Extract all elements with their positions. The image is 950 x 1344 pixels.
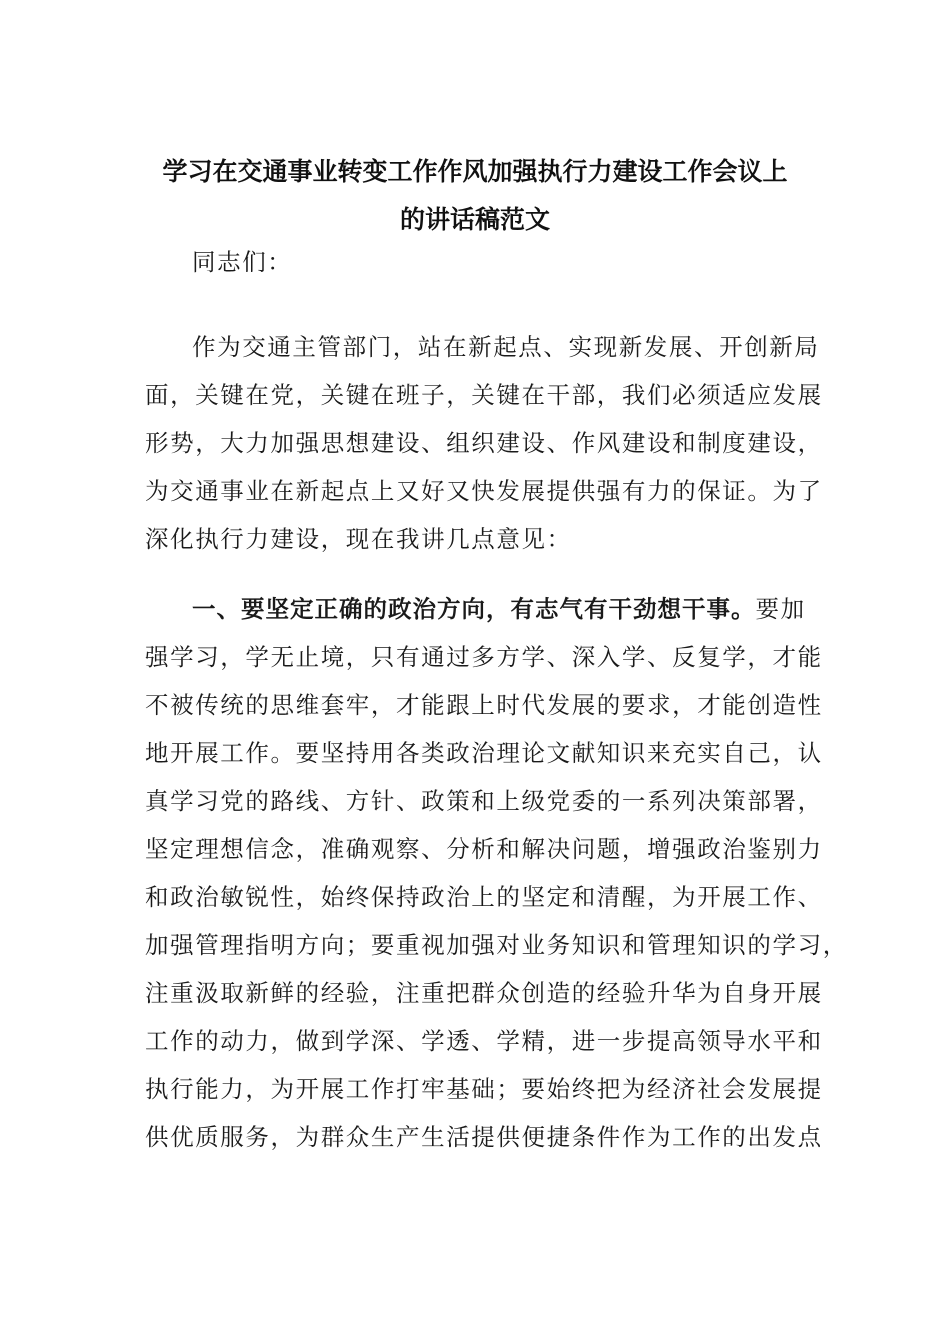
title-line-1: 学习在交通事业转变工作作风加强执行力建设工作会议上 <box>162 157 788 186</box>
paragraph-line: 执行能力，为开展工作打牢基础；要始终把为经济社会发展提 <box>145 1075 823 1103</box>
paragraph-line: 不被传统的思维套牢，才能跟上时代发展的要求，才能创造性 <box>145 691 823 719</box>
paragraph-line: 注重汲取新鲜的经验，注重把群众创造的经验升华为自身开展 <box>145 979 823 1007</box>
paragraph-section-one <box>145 585 848 1161</box>
paragraph-line: 强学习，学无止境，只有通过多方学、深入学、反复学，才能 <box>145 643 823 671</box>
paragraph-line: 加强管理指明方向；要重视加强对业务知识和管理知识的学习， <box>145 931 848 959</box>
title-line-2: 的讲话稿范文 <box>399 205 550 234</box>
paragraph-line: 和政治敏锐性，始终保持政治上的坚定和清醒，为开展工作、 <box>145 883 823 911</box>
paragraph-line: 深化执行力建设，现在我讲几点意见： <box>145 525 572 553</box>
salutation: 同志们： <box>192 248 293 276</box>
paragraph-line: 面，关键在党，关键在班子，关键在干部，我们必须适应发展 <box>145 381 823 409</box>
paragraph-line: 形势，大力加强思想建设、组织建设、作风建设和制度建设， <box>145 429 823 457</box>
paragraph-first-line <box>145 585 805 633</box>
document-title <box>140 148 810 244</box>
section-heading-tail: 要加 <box>755 595 806 623</box>
paragraph-line: 供优质服务，为群众生产生活提供便捷条件作为工作的出发点 <box>145 1123 823 1151</box>
paragraph-line: 工作的动力，做到学深、学透、学精，进一步提高领导水平和 <box>145 1027 823 1055</box>
paragraph-line: 坚定理想信念，准确观察、分析和解决问题，增强政治鉴别力 <box>145 835 823 863</box>
paragraph-line: 真学习党的路线、方针、政策和上级党委的一系列决策部署， <box>145 787 823 815</box>
section-heading: 一、要坚定正确的政治方向，有志气有干劲想干事。 <box>192 595 756 623</box>
salutation-block <box>145 238 805 286</box>
paragraph-intro <box>145 323 823 563</box>
paragraph-line: 作为交通主管部门，站在新起点、实现新发展、开创新局 <box>192 333 820 361</box>
paragraph-line: 地开展工作。要坚持用各类政治理论文献知识来充实自己，认 <box>145 739 823 767</box>
paragraph-line: 为交通事业在新起点上又好又快发展提供强有力的保证。为了 <box>145 477 823 505</box>
